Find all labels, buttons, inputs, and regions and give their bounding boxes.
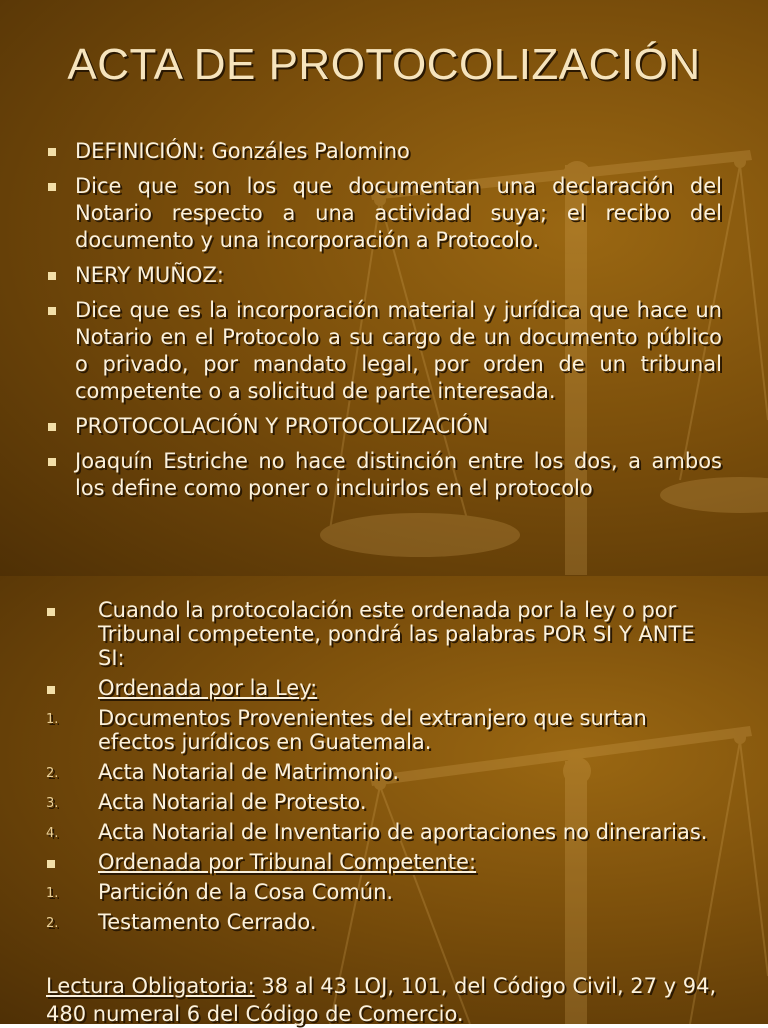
- square-bullet-icon: [48, 272, 56, 280]
- list-item: [46, 676, 726, 700]
- numbered-item: [46, 880, 726, 904]
- bullet-text: PROTOCOLACIÓN Y PROTOCOLIZACIÓN: [75, 414, 489, 438]
- page-title: ACTA DE PROTOCOLIZACIÓN: [67, 40, 701, 89]
- bullet-list: [48, 138, 722, 510]
- item-number: 2.: [46, 766, 59, 781]
- item-text: Testamento Cerrado.: [98, 910, 317, 934]
- item-text: Documentos Provenientes del extranjero que surtan efectos jurídicos en Guatemala.: [98, 706, 647, 754]
- square-bullet-icon: [48, 183, 56, 191]
- lectura-label: Lectura Obligatoria:: [46, 974, 255, 998]
- list-item: [48, 413, 722, 440]
- square-bullet-icon: [47, 860, 55, 868]
- intro-text: Cuando la protocolación este ordenada por la ley o por Tribunal competente, pondrá las palabras POR SI Y ANTE SI:: [98, 598, 695, 670]
- lectura-obligatoria: [46, 972, 726, 1028]
- item-number: 1.: [46, 886, 59, 901]
- list-item: [46, 850, 726, 874]
- bullet-text: Dice que son los que documentan una declaración del Notario respecto a una actividad suya; el recibo del documento y una incorporación a Protocolo.: [75, 174, 722, 252]
- list-item: [48, 448, 722, 502]
- numbered-item: [46, 760, 726, 784]
- item-number: 1.: [46, 712, 59, 727]
- square-bullet-icon: [48, 307, 56, 315]
- square-bullet-icon: [48, 423, 56, 431]
- item-number: 3.: [46, 796, 59, 811]
- list-item: [48, 138, 722, 165]
- protocolizacion-list: [46, 598, 726, 940]
- item-text: Acta Notarial de Inventario de aportaciones no dinerarias.: [98, 820, 708, 844]
- numbered-item: [46, 820, 726, 844]
- item-text: Acta Notarial de Protesto.: [98, 790, 367, 814]
- numbered-item: [46, 790, 726, 814]
- numbered-item: [46, 910, 726, 934]
- item-number: 2.: [46, 916, 59, 931]
- list-item: [46, 598, 726, 670]
- square-bullet-icon: [47, 608, 55, 616]
- bullet-text: DEFINICIÓN: Gonzáles Palomino: [75, 139, 410, 163]
- bullet-text: Dice que es la incorporación material y jurídica que hace un Notario en el Protocolo a su cargo de un documento público o privado, por mandato legal, por orden de un tribunal competente o a solicitud de parte interesada.: [75, 298, 722, 403]
- bullet-text: NERY MUÑOZ:: [75, 263, 224, 287]
- item-number: 4.: [46, 826, 59, 841]
- square-bullet-icon: [48, 458, 56, 466]
- lectura-text: 38 al 43 LOJ, 101, del Código Civil, 27 y 94, 480 numeral 6 del Código de Comercio.: [46, 974, 717, 1026]
- list-item: [48, 262, 722, 289]
- item-text: Partición de la Cosa Común.: [98, 880, 394, 904]
- item-text: Acta Notarial de Matrimonio.: [98, 760, 400, 784]
- bullet-text: Joaquín Estriche no hace distinción entre los dos, a ambos los define como poner o incluirlos en el protocolo: [75, 449, 722, 500]
- square-bullet-icon: [48, 148, 56, 156]
- square-bullet-icon: [47, 686, 55, 694]
- list-item: [48, 297, 722, 405]
- numbered-item: [46, 706, 726, 754]
- ley-heading: Ordenada por la Ley:: [98, 676, 318, 700]
- tribunal-heading: Ordenada por Tribunal Competente:: [98, 850, 477, 874]
- list-item: [48, 173, 722, 254]
